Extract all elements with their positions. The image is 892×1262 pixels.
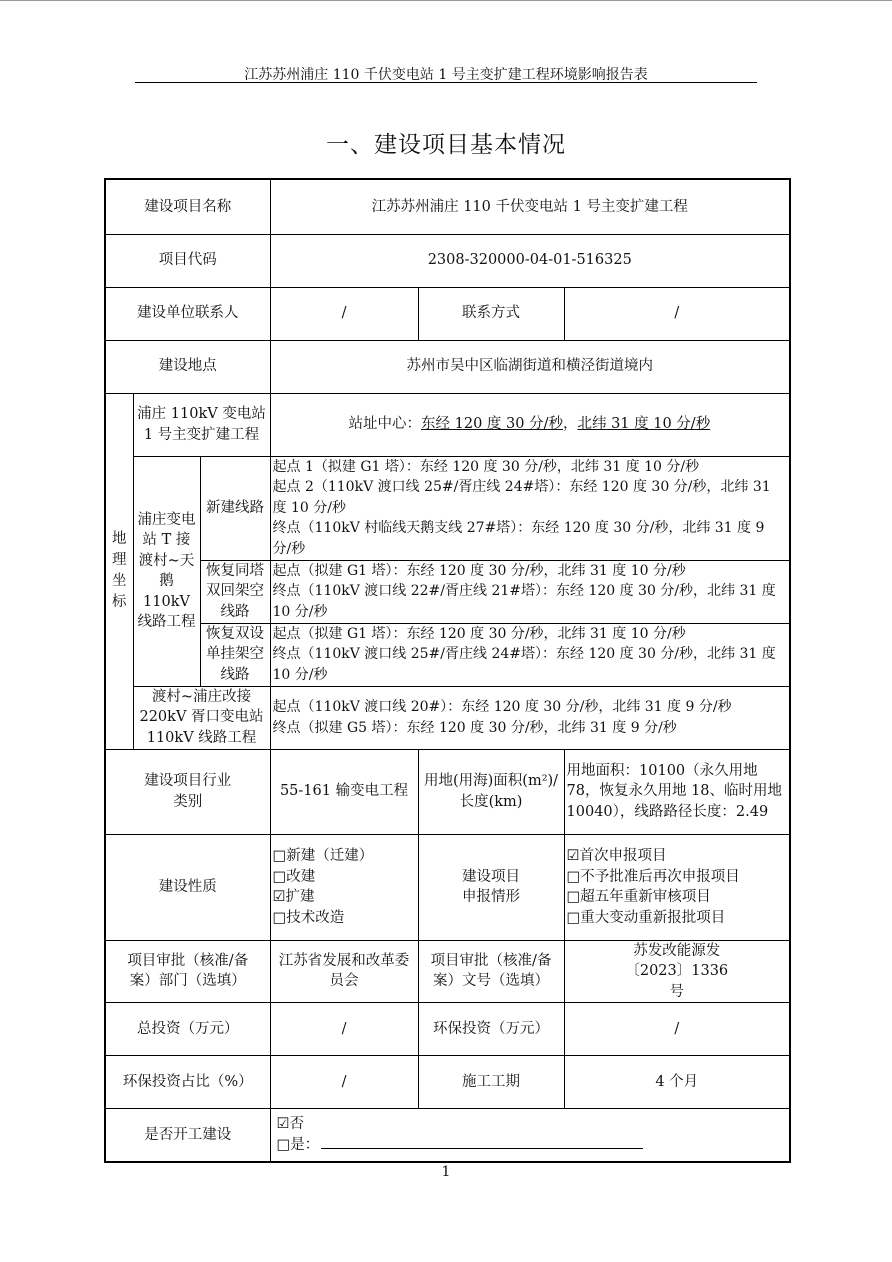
approval-doc-label: 项目审批（核准/备案）文号（选填）: [418, 940, 564, 1003]
location-label: 建设地点: [105, 340, 270, 393]
env-investment-value: /: [564, 1003, 790, 1056]
row-investment: [105, 1003, 790, 1056]
row-industry: [105, 749, 790, 834]
row-new-line: [105, 456, 790, 560]
row-started: [105, 1109, 790, 1162]
restore-single-label: 恢复双设单挂架空线路: [200, 623, 270, 686]
row-substation-coords: [105, 393, 790, 456]
row-relocation: [105, 686, 790, 749]
area-label: 用地(用海)面积(m²)/长度(km): [418, 749, 564, 834]
section-title: 一、建设项目基本情况: [326, 132, 566, 158]
area-value: 用地面积：10100（永久用地 78，恢复永久用地 18、临时用地 10040），线路路径长度：2.49: [564, 749, 790, 834]
row-project-name: [105, 179, 790, 234]
declare-option-first[interactable]: ☑首次申报项目: [566, 848, 667, 864]
env-ratio-value: /: [270, 1056, 418, 1109]
declare-label: 建设项目申报情形: [418, 834, 564, 940]
row-restore-double: [105, 560, 790, 623]
row-contact: [105, 287, 790, 340]
page-number: 1: [441, 1164, 451, 1180]
row-approval: [105, 940, 790, 1003]
nature-option-new[interactable]: □新建（迁建）: [272, 848, 374, 864]
relocation-coords: 起点（110kV 渡口线 20#）：东经 120 度 30 分/秒，北纬 31 度 9 分/秒 终点（拟建 G5 塔）：东经 120 度 30 分/秒，北纬 31 度 9 分/秒: [270, 686, 790, 749]
new-line-label: 新建线路: [200, 456, 270, 560]
row-ratio: [105, 1056, 790, 1109]
substation-label: 浦庄 110kV 变电站 1 号主变扩建工程: [133, 393, 270, 456]
started-option-no[interactable]: ☑否: [276, 1115, 305, 1132]
location-value: 苏州市吴中区临湖街道和横泾街道境内: [270, 340, 790, 393]
env-ratio-label: 环保投资占比（%）: [105, 1056, 270, 1109]
started-label: 是否开工建设: [105, 1109, 270, 1162]
industry-value: 55-161 输变电工程: [270, 749, 418, 834]
started-yes-blank[interactable]: [321, 1134, 643, 1149]
nature-option-expand[interactable]: ☑扩建: [272, 889, 315, 905]
approval-dept-value: 江苏省发展和改革委员会: [270, 940, 418, 1003]
nature-options: [270, 834, 418, 940]
nature-option-rebuild[interactable]: □改建: [272, 868, 316, 885]
relocation-label: 渡村~浦庄改接 220kV 胥口变电站 110kV 线路工程: [133, 686, 270, 749]
declare-option-resubmit[interactable]: □不予批准后再次申报项目: [566, 868, 740, 885]
geo-coords-label: 地 理 坐 标: [105, 393, 133, 749]
nature-label: 建设性质: [105, 834, 270, 940]
row-project-code: [105, 234, 790, 287]
contact-method-value: /: [564, 287, 790, 340]
restore-single-coords: 起点（拟建 G1 塔）：东经 120 度 30 分/秒，北纬 31 度 10 分/秒 终点（110kV 渡口线 25#/胥庄线 24#塔）：东经 120 度 30 分/秒，北纬 31 度 10 分/秒: [270, 623, 790, 686]
contact-person-value: /: [270, 287, 418, 340]
project-info-table: [104, 178, 791, 1163]
project-name-value: 江苏苏州浦庄 110 千伏变电站 1 号主变扩建工程: [270, 179, 790, 234]
project-code-value: 2308-320000-04-01-516325: [270, 234, 790, 287]
project-code-label: 项目代码: [105, 234, 270, 287]
row-location: [105, 340, 790, 393]
row-restore-single: [105, 623, 790, 686]
declare-options: [564, 834, 790, 940]
header-rule: [135, 82, 757, 83]
contact-person-label: 建设单位联系人: [105, 287, 270, 340]
restore-double-label: 恢复同塔双回架空线路: [200, 560, 270, 623]
row-nature: [105, 834, 790, 940]
approval-dept-label: 项目审批（核准/备案）部门（选填）: [105, 940, 270, 1003]
total-investment-label: 总投资（万元）: [105, 1003, 270, 1056]
total-investment-value: /: [270, 1003, 418, 1056]
construction-period-label: 施工工期: [418, 1056, 564, 1109]
page-top-border: [0, 0, 892, 1]
approval-doc-value: 苏发改能源发〔2023〕1336 号: [564, 940, 790, 1003]
construction-period-value: 4 个月: [564, 1056, 790, 1109]
project-name-label: 建设项目名称: [105, 179, 270, 234]
env-investment-label: 环保投资（万元）: [418, 1003, 564, 1056]
declare-option-major-change[interactable]: □重大变动重新报批项目: [566, 909, 726, 926]
started-options: [270, 1109, 790, 1162]
restore-double-coords: 起点（拟建 G1 塔）：东经 120 度 30 分/秒，北纬 31 度 10 分/秒 终点（110kV 渡口线 22#/胥庄线 21#塔）：东经 120 度 30 分/秒，北纬 31 度 10 分/秒: [270, 560, 790, 623]
declare-option-five-year[interactable]: □超五年重新审核项目: [566, 889, 711, 905]
running-header: 江苏苏州浦庄 110 千伏变电站 1 号主变扩建工程环境影响报告表: [244, 67, 648, 83]
started-option-yes[interactable]: □是：: [277, 1134, 788, 1156]
industry-label: 建设项目行业类别: [105, 749, 270, 834]
substation-coords: 站址中心：东经 120 度 30 分/秒，北纬 31 度 10 分/秒: [270, 393, 790, 456]
t-line-label: 浦庄变电站 T 接渡村~天鹅 110kV 线路工程: [133, 456, 200, 686]
nature-option-tech[interactable]: □技术改造: [272, 909, 345, 926]
new-line-coords: 起点 1（拟建 G1 塔）：东经 120 度 30 分/秒，北纬 31 度 10 分/秒 起点 2（110kV 渡口线 25#/胥庄线 24#塔）：东经 120 度 30 分/秒，北纬 31 度 10 分/秒 终点（110kV 村临线天鹅支线 27#塔）：东经 120 度 30 分/秒，北纬 31 度 9 分/秒: [270, 456, 790, 560]
contact-method-label: 联系方式: [418, 287, 564, 340]
